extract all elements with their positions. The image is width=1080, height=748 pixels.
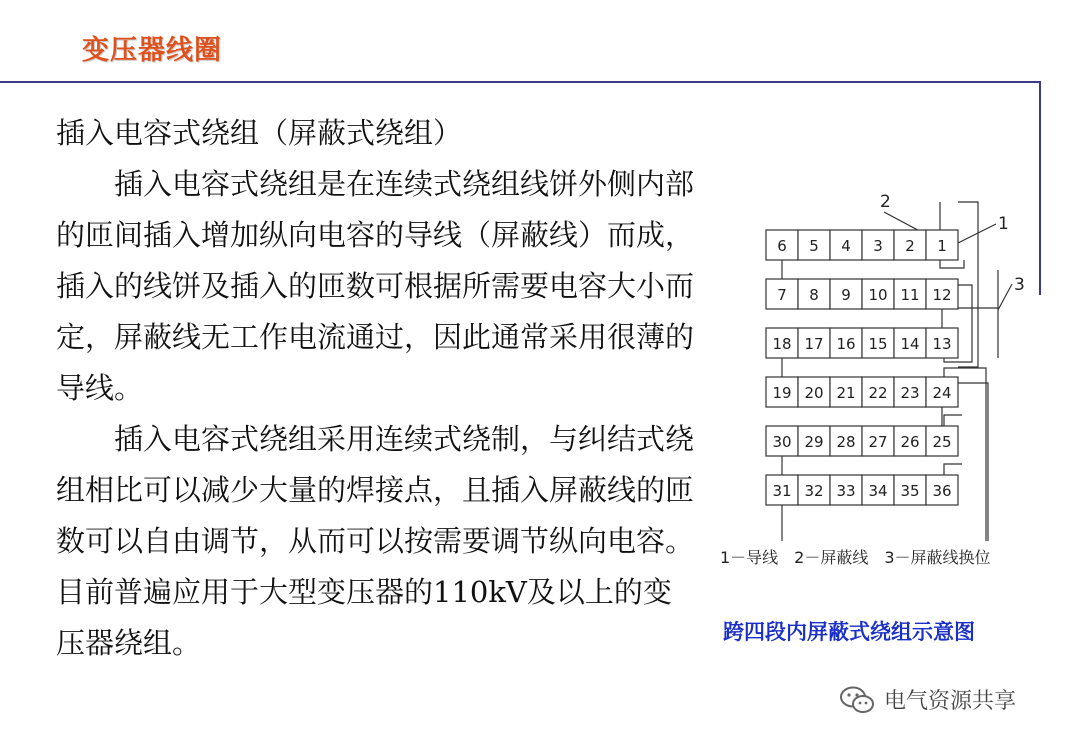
diagram-caption: 跨四段内屏蔽式绕组示意图	[723, 620, 975, 644]
turn-number: 36	[932, 482, 952, 500]
callout-label-2: 2	[880, 192, 891, 212]
turn-number: 23	[900, 384, 920, 402]
turn-number: 9	[841, 286, 851, 304]
turn-number: 3	[873, 237, 883, 255]
turn-number: 26	[900, 433, 920, 451]
wechat-icon	[838, 685, 876, 715]
turn-number: 33	[836, 482, 856, 500]
turn-number: 24	[932, 384, 952, 402]
turn-number: 32	[804, 482, 824, 500]
turn-number: 12	[932, 286, 952, 304]
turn-number: 8	[809, 286, 819, 304]
winding-diagram	[712, 180, 1052, 580]
turn-number: 7	[777, 286, 787, 304]
watermark	[838, 684, 1016, 715]
turn-number: 21	[836, 384, 856, 402]
watermark-text: 电气资源共享	[884, 689, 1017, 714]
turn-number: 29	[804, 433, 824, 451]
turn-number: 6	[777, 237, 787, 255]
section-heading: 插入电容式绕组（屏蔽式绕组）	[56, 116, 463, 150]
diagram-legend: 1－导线 2－屏蔽线 3－屏蔽线换位	[720, 548, 991, 567]
turn-number: 4	[841, 237, 851, 255]
turn-number: 22	[868, 384, 888, 402]
callout-label-1: 1	[998, 214, 1009, 234]
turn-number: 14	[900, 335, 920, 353]
turn-number: 10	[868, 286, 888, 304]
paragraph-1: 插入电容式绕组是在连续式绕组线饼外侧内部的匝间插入增加纵向电容的导线（屏蔽线）而成，插入的线饼及插入的匝数可根据所需要电容大小而定，屏蔽线无工作电流通过，因此通常采用很薄的导线。	[56, 167, 695, 405]
turn-number: 15	[868, 335, 888, 353]
turn-number: 11	[900, 286, 920, 304]
body-text	[56, 108, 696, 669]
turn-number: 25	[932, 433, 952, 451]
turn-number: 28	[836, 433, 856, 451]
paragraph-2: 插入电容式绕组采用连续式绕制，与纠结式绕组相比可以减少大量的焊接点，且插入屏蔽线的匝数可以自由调节，从而可以按需要调节纵向电容。目前普遍应用于大型变压器的110kV及以上的变压器绕组。	[56, 422, 695, 660]
turn-number: 30	[772, 433, 792, 451]
turn-number: 16	[836, 335, 856, 353]
turn-number: 1	[937, 237, 947, 255]
turn-number: 17	[804, 335, 824, 353]
turn-number: 19	[772, 384, 792, 402]
turn-number: 5	[809, 237, 819, 255]
turn-number: 20	[804, 384, 824, 402]
turn-number: 13	[932, 335, 952, 353]
title-divider	[0, 81, 1040, 83]
slide-title: 变压器线圈	[82, 35, 222, 66]
turn-number: 31	[772, 482, 792, 500]
turn-number: 27	[868, 433, 888, 451]
callout-label-3: 3	[1014, 275, 1025, 295]
turn-number: 35	[900, 482, 920, 500]
turn-number: 18	[772, 335, 792, 353]
turn-number: 34	[868, 482, 888, 500]
turn-number: 2	[905, 237, 915, 255]
